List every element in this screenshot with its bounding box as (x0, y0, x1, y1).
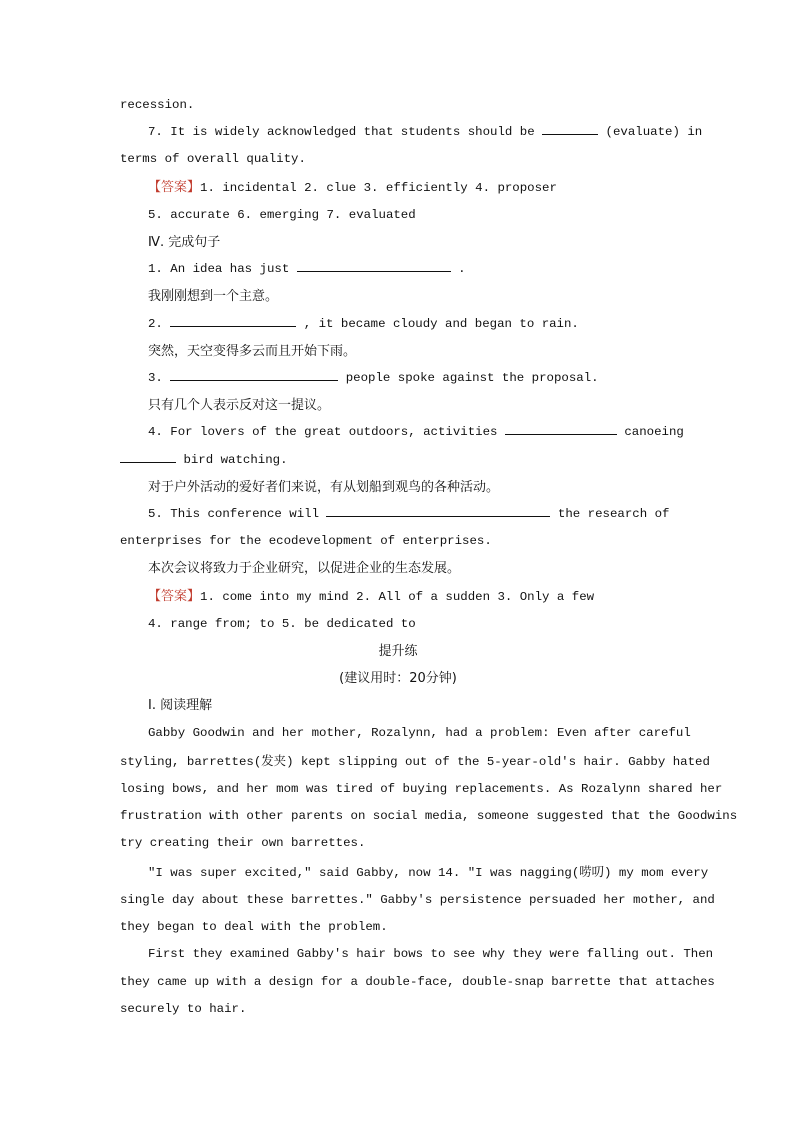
passage-line: they began to deal with the problem. (120, 920, 388, 935)
answer-label: 【答案】 (148, 588, 201, 604)
question-text: canoeing (624, 425, 684, 440)
translation: 我刚刚想到一个主意。 (148, 289, 279, 305)
question-text: 3. (148, 371, 163, 386)
text-line: terms of overall quality. (120, 152, 306, 167)
question-text: 1. An idea has just (148, 262, 290, 277)
section-heading: Ⅳ. 完成句子 (148, 235, 221, 251)
question-text: (evaluate) in (605, 125, 703, 140)
question-text: 7. It is widely acknowledged that students should be (148, 125, 535, 140)
passage-line: First they examined Gabby's hair bows to see why they were falling out. Then (148, 947, 714, 962)
section-subtitle: (建议用时：20分钟) (339, 671, 457, 687)
passage-line: Gabby Goodwin and her mother, Rozalynn, had a problem: Even after careful (148, 725, 691, 740)
passage-line: losing bows, and her mom was tired of buying replacements. As Rozalynn shared her (120, 782, 723, 797)
answer-blank[interactable] (120, 450, 176, 463)
answer-blank[interactable] (170, 368, 338, 381)
passage-line: single day about these barrettes." Gabby's persistence persuaded her mother, and (120, 892, 715, 907)
section-title: 提升练 (378, 644, 418, 660)
answer-line: 5. accurate 6. emerging 7. evaluated (148, 207, 416, 222)
answer-label: 【答案】 (148, 179, 201, 195)
question-text: 5. This conference will (148, 507, 320, 522)
question-4-cont (120, 447, 676, 474)
translation: 对于户外活动的爱好者们来说，有从划船到观鸟的各种活动。 (148, 479, 500, 495)
answer-line (120, 174, 676, 202)
passage-text: ) my mom every (604, 865, 709, 880)
answer-text: 1. come into my mind 2. All of a sudden 3. Only a few (200, 589, 595, 604)
passage-line: try creating their own barrettes. (120, 836, 366, 851)
question-text: . (458, 262, 466, 277)
answer-line: 4. range from; to 5. be dedicated to (148, 616, 416, 631)
answer-line (120, 583, 676, 611)
document-page (120, 92, 738, 1023)
question-4 (120, 419, 684, 446)
gloss: 唠叨 (579, 863, 605, 879)
text-line: enterprises for the ecodevelopment of enterprises. (120, 534, 492, 549)
passage-text: ) kept slipping out of the 5-year-old's hair. Gabby hated (286, 754, 710, 769)
answer-blank[interactable] (297, 259, 451, 272)
question-text: 4. For lovers of the great outdoors, activities (148, 425, 498, 440)
question-1 (120, 256, 676, 283)
answer-blank[interactable] (505, 422, 617, 435)
question-2 (120, 311, 676, 338)
answer-text: 1. incidental 2. clue 3. efficiently 4. proposer (200, 180, 557, 195)
passage-line (120, 858, 709, 887)
passage-line (120, 747, 710, 776)
answer-blank[interactable] (542, 122, 598, 135)
question-text: the research of (557, 507, 670, 522)
question-text: , it became cloudy and began to rain. (303, 316, 579, 331)
translation: 本次会议将致力于企业研究，以促进企业的生态发展。 (148, 561, 461, 577)
answer-blank[interactable] (326, 504, 550, 517)
question-7 (120, 119, 703, 146)
question-text: 2. (148, 316, 163, 331)
translation: 突然，天空变得多云而且开始下雨。 (148, 343, 357, 359)
question-5 (120, 501, 676, 528)
passage-text: "I was super excited," said Gabby, now 14. "I was nagging( (148, 865, 580, 880)
answer-blank[interactable] (170, 314, 296, 327)
translation: 只有几个人表示反对这一提议。 (148, 398, 331, 414)
question-text: bird watching. (183, 452, 288, 467)
passage-line: they came up with a design for a double-face, double-snap barrette that attaches (120, 974, 715, 989)
passage-line: securely to hair. (120, 1001, 247, 1016)
gloss: 发夹 (261, 752, 287, 768)
question-text: people spoke against the proposal. (345, 371, 599, 386)
text-line: recession. (120, 98, 195, 112)
passage-line: frustration with other parents on social media, someone suggested that the Goodwins (120, 809, 738, 824)
question-3 (120, 365, 676, 392)
passage-text: styling, barrettes( (120, 754, 262, 769)
section-heading: Ⅰ. 阅读理解 (148, 698, 213, 714)
